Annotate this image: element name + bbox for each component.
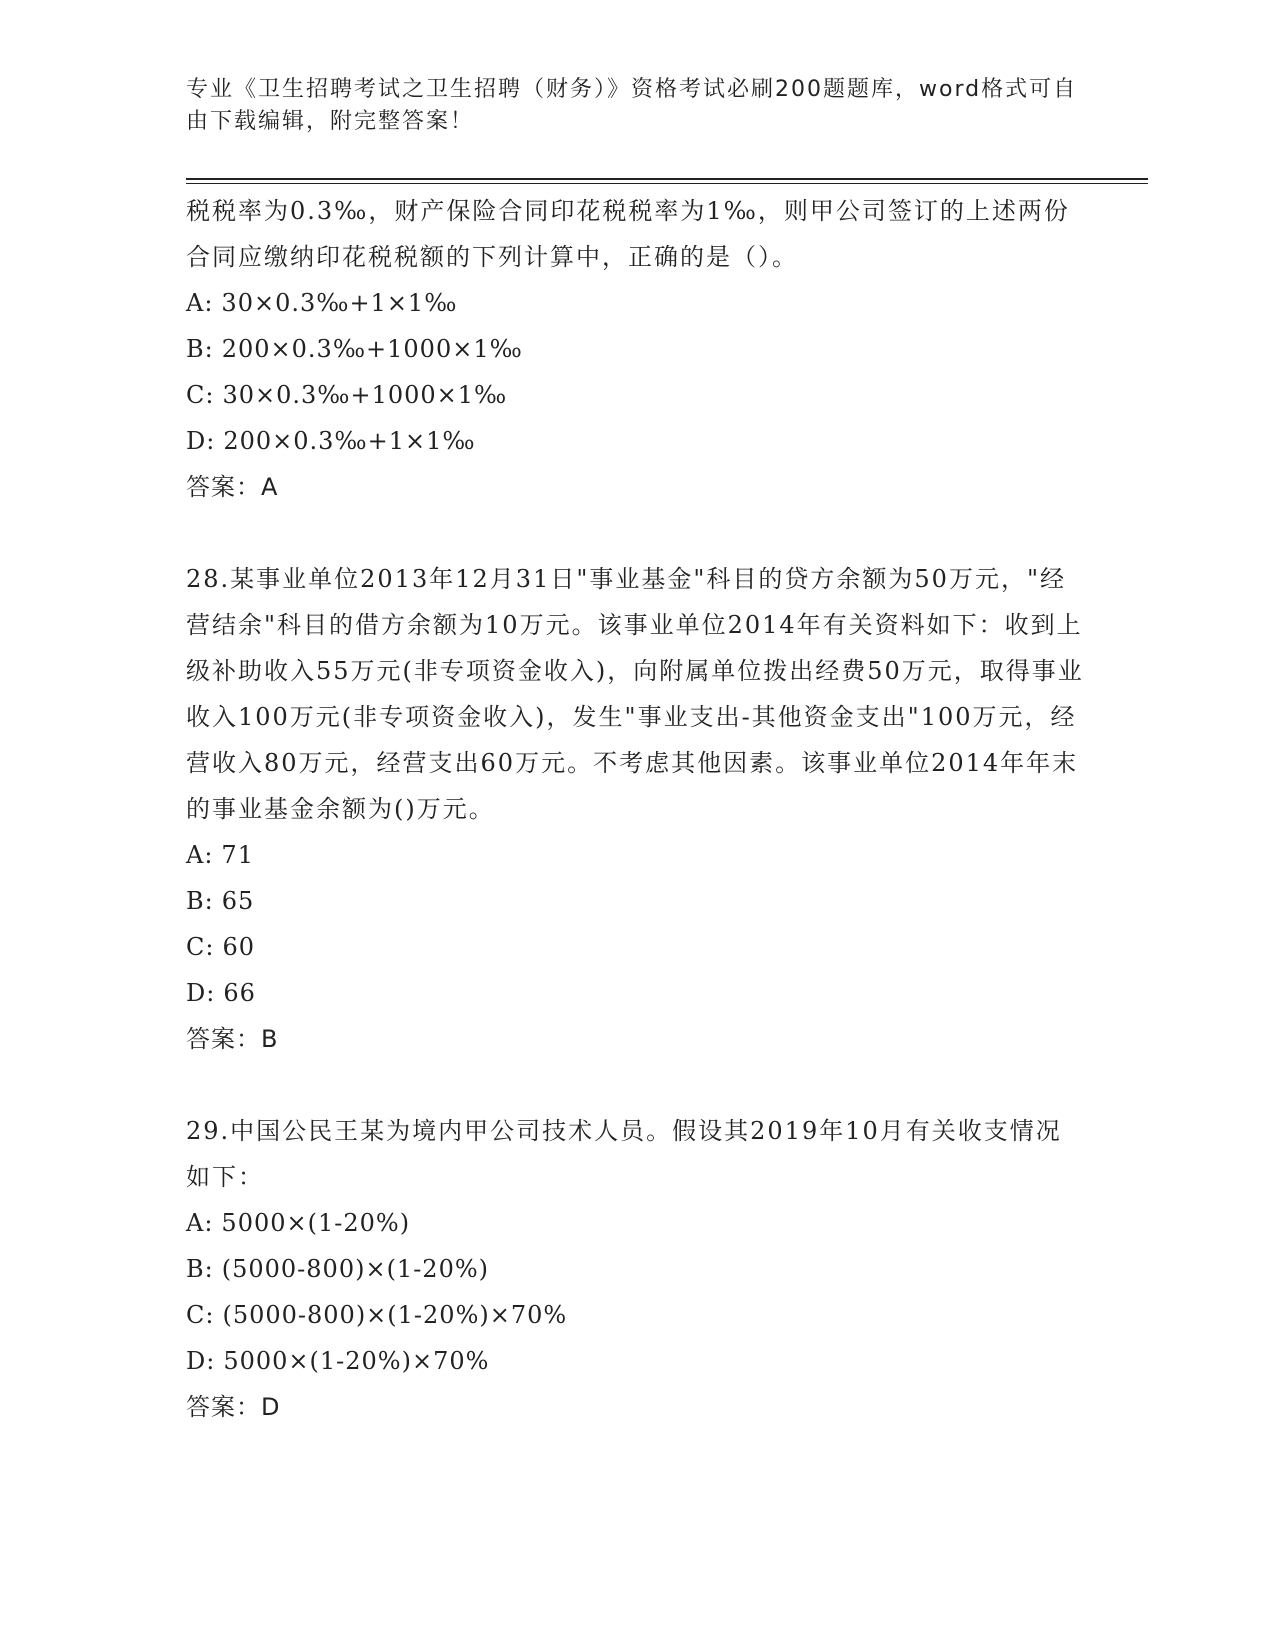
option-value: 60: [222, 933, 255, 961]
question-block: [186, 1108, 1086, 1430]
option-value: 66: [223, 979, 256, 1007]
option-b: [186, 878, 1086, 924]
question-text: 28.某事业单位2013年12月31日"事业基金"科目的贷方余额为50万元，"经营结余"科目的借方余额为10万元。该事业单位2014年有关资料如下：收到上级补助收入55万元(非专项资金收入)，向附属单位拨出经费50万元，取得事业收入100万元(非专项资金收入)，发生"事业支出-其他资金支出"100万元，经营收入80万元，经营支出60万元。不考虑其他因素。该事业单位2014年年末的事业基金余额为()万元。: [186, 565, 1084, 823]
option-a: [186, 280, 1086, 326]
page-header: 专业《卫生招聘考试之卫生招聘（财务）》资格考试必刷200题题库，word格式可自由下载编辑，附完整答案！: [186, 77, 1078, 134]
option-key: C:: [186, 933, 215, 961]
option-b: [186, 326, 1086, 372]
option-key: D:: [186, 979, 216, 1007]
option-d: [186, 970, 1086, 1016]
question-block: [186, 188, 1086, 510]
option-key: A:: [186, 289, 214, 317]
option-key: A:: [186, 841, 214, 869]
header-divider-thin: [186, 183, 1148, 184]
answer-line: 答案：D: [186, 1393, 281, 1421]
option-value: (5000-800)×(1-20%)×70%: [222, 1301, 568, 1329]
option-c: [186, 372, 1086, 418]
option-value: 30×0.3‰+1000×1‰: [222, 381, 508, 409]
option-value: 200×0.3‰+1000×1‰: [221, 335, 523, 363]
option-key: B:: [186, 887, 214, 915]
option-key: B:: [186, 335, 214, 363]
option-d: [186, 1338, 1086, 1384]
option-c: [186, 1292, 1086, 1338]
option-value: 71: [221, 841, 254, 869]
option-value: (5000-800)×(1-20%): [221, 1255, 490, 1283]
option-key: A:: [186, 1209, 214, 1237]
answer-line: 答案：A: [186, 473, 279, 501]
option-key: B:: [186, 1255, 214, 1283]
spacer: [186, 510, 1086, 556]
option-key: C:: [186, 381, 215, 409]
spacer: [186, 1062, 1086, 1108]
option-c: [186, 924, 1086, 970]
option-a: [186, 832, 1086, 878]
option-value: 65: [221, 887, 255, 915]
question-text: 29.中国公民王某为境内甲公司技术人员。假设其2019年10月有关收支情况如下：: [186, 1117, 1062, 1191]
option-a: [186, 1200, 1086, 1246]
answer-line: 答案：B: [186, 1025, 279, 1053]
option-key: D:: [186, 1347, 216, 1375]
option-d: [186, 418, 1086, 464]
question-text: 税税率为0.3‰，财产保险合同印花税税率为1‰，则甲公司签订的上述两份合同应缴纳印花税税额的下列计算中，正确的是（）。: [186, 197, 1070, 271]
question-block: [186, 556, 1086, 1062]
option-key: C:: [186, 1301, 215, 1329]
option-value: 5000×(1-20%)×70%: [223, 1347, 490, 1375]
question-list: [186, 188, 1086, 1430]
option-key: D:: [186, 427, 216, 455]
option-value: 5000×(1-20%): [221, 1209, 411, 1237]
option-b: [186, 1246, 1086, 1292]
option-value: 30×0.3‰+1×1‰: [221, 289, 458, 317]
option-value: 200×0.3‰+1×1‰: [223, 427, 476, 455]
header-divider: [186, 178, 1148, 180]
